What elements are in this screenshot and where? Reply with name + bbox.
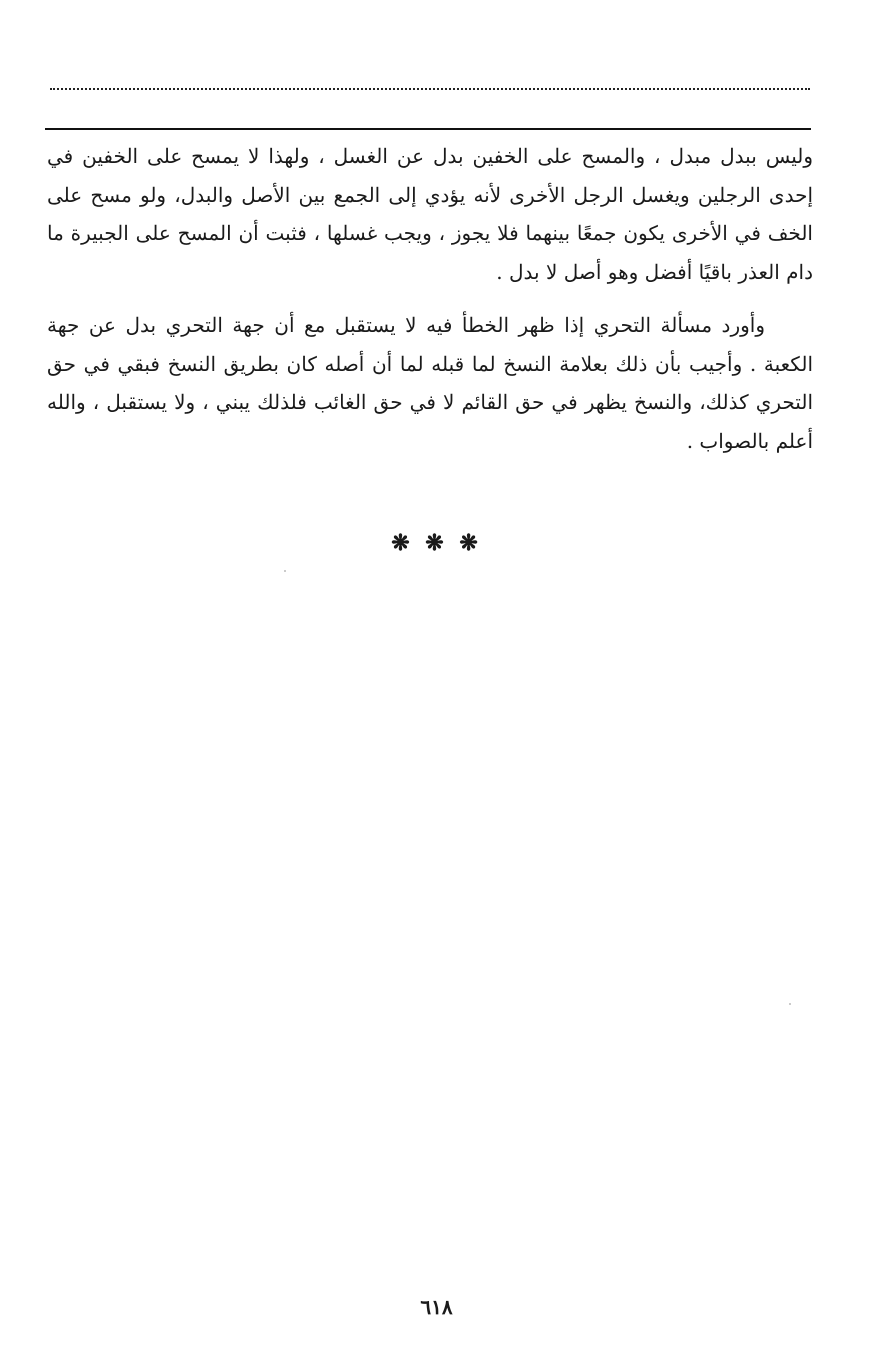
scan-speck — [284, 570, 286, 572]
body-paragraph-1: وليس ببدل مبدل ، والمسح على الخفين بدل عن الغسل ، ولهذا لا يمسح على الخفين في إحدى الرجلين ويغسل الرجل الأخرى لأنه يؤدي إلى الجمع بين الأصل والبدل، ولو مسح على الخف في الأخرى يكون جمعًا بينهما فلا يجوز ، ويجب غسلها ، فثبت أن المسح على الجبيرة ما دام العذر باقيًا أفضل وهو أصل لا بدل . — [47, 144, 813, 284]
footnote-dotted-divider — [50, 88, 810, 90]
scan-speck — [789, 1003, 791, 1005]
top-solid-divider — [45, 128, 811, 130]
body-paragraph-2: وأورد مسألة التحري إذا ظهر الخطأ فيه لا يستقبل مع أن جهة التحري بدل عن جهة الكعبة . وأجيب بأن ذلك بعلامة النسخ لما قبله لما أن أصله كان بطريق النسخ فبقي في حق التحري كذلك، والنسخ يظهر في حق القائم لا في حق الغائب فلذلك يبني ، ولا يستقبل ، والله أعلم بالصواب . — [47, 313, 813, 453]
page-number: ٦١٨ — [420, 1295, 453, 1319]
section-separator-stars: ❋ ❋ ❋ — [391, 530, 482, 556]
